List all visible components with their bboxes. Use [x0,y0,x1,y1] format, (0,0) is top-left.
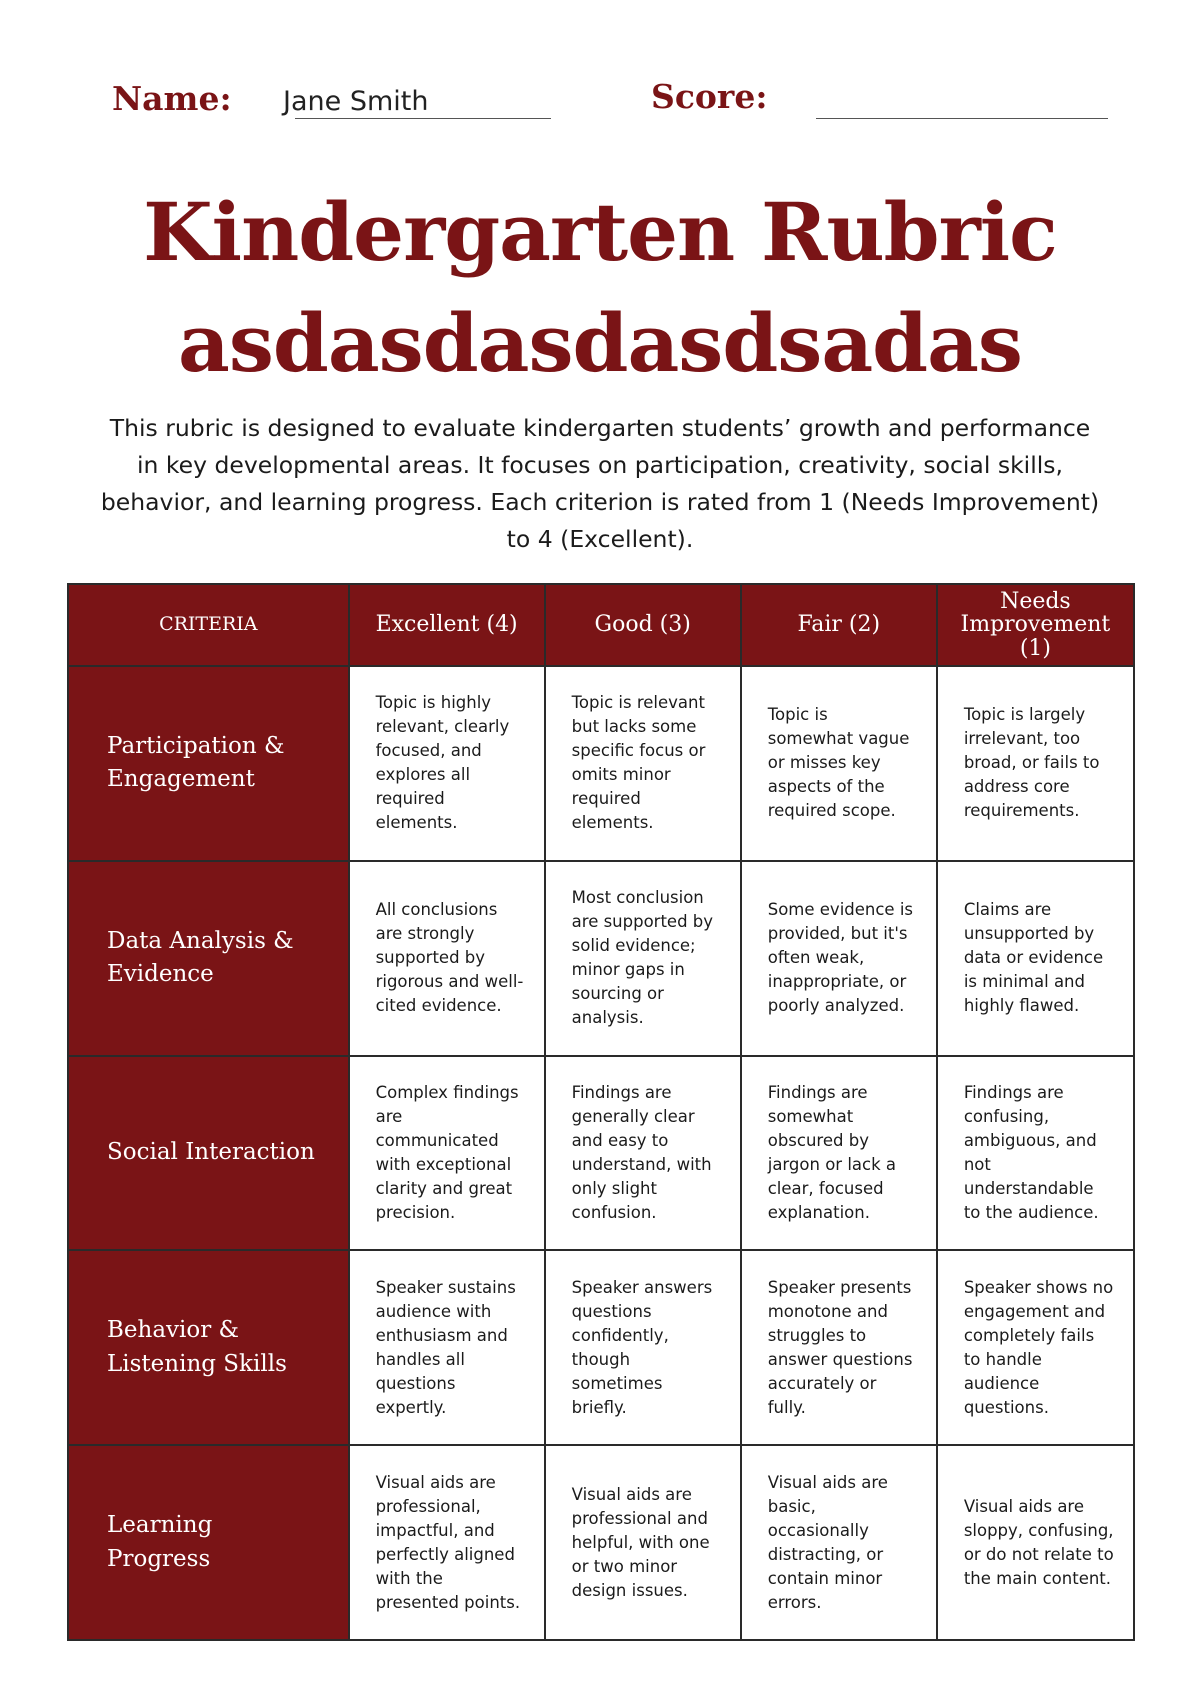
rubric-table [67,583,1135,1641]
table-row [68,861,1134,1056]
description: This rubric is designed to evaluate kindergarten students’ growth and performance in key developmental areas. It focuses on participation, creativity, social skills, behavior, and learning progress. Each criterion is rated from 1 (Needs Improvement) to 4 (Excellent). [100,414,1100,553]
header-excellent: Excellent (4) [349,584,545,666]
rubric-cell: Claims are unsupported by data or evidence is minimal and highly flawed. [937,861,1134,1056]
criteria-data-analysis: Data Analysis & Evidence [68,861,349,1056]
rubric-cell: Visual aids are professional, impactful, and perfectly aligned with the presented points. [349,1445,545,1640]
rubric-cell: Topic is somewhat vague or misses key aspects of the required scope. [741,666,937,861]
rubric-cell: Findings are generally clear and easy to understand, with only slight confusion. [545,1056,741,1251]
rubric-cell: Speaker answers questions confidently, though sometimes briefly. [545,1250,741,1445]
name-value[interactable]: Jane Smith [283,86,429,117]
rubric-cell: Visual aids are sloppy, confusing, or do not relate to the main content. [937,1445,1134,1640]
rubric-cell: Speaker shows no engagement and completely fails to handle audience questions. [937,1250,1134,1445]
header-good: Good (3) [545,584,741,666]
rubric-cell: Some evidence is provided, but it's often weak, inappropriate, or poorly analyzed. [741,861,937,1056]
table-header-row [68,584,1134,666]
header-fair: Fair (2) [741,584,937,666]
table-row [68,1250,1134,1445]
header-criteria: CRITERIA [68,584,349,666]
criteria-behavior-listening: Behavior & Listening Skills [68,1250,349,1445]
score-label: Score: [651,77,768,116]
criteria-participation: Participation & Engagement [68,666,349,861]
score-underline[interactable] [816,118,1108,119]
page-title-line-2: asdasdasdasdsadas [178,296,1022,390]
table-row [68,666,1134,861]
rubric-cell: Complex findings are communicated with exceptional clarity and great precision. [349,1056,545,1251]
rubric-cell: Speaker sustains audience with enthusiasm and handles all questions expertly. [349,1250,545,1445]
name-label: Name: [112,79,232,118]
rubric-cell: All conclusions are strongly supported by rigorous and well-cited evidence. [349,861,545,1056]
rubric-cell: Visual aids are basic, occasionally distracting, or contain minor errors. [741,1445,937,1640]
name-underline [295,118,551,119]
header-needs-improvement: Needs Improvement (1) [937,584,1134,666]
table-row [68,1056,1134,1251]
rubric-cell: Topic is relevant but lacks some specific focus or omits minor required elements. [545,666,741,861]
rubric-cell: Findings are somewhat obscured by jargon or lack a clear, focused explanation. [741,1056,937,1251]
page-title-line-1: Kindergarten Rubric [143,185,1057,279]
rubric-cell: Topic is largely irrelevant, too broad, or fails to address core requirements. [937,666,1134,861]
rubric-cell: Speaker presents monotone and struggles to answer questions accurately or fully. [741,1250,937,1445]
rubric-cell: Visual aids are professional and helpful, with one or two minor design issues. [545,1445,741,1640]
criteria-social-interaction: Social Interaction [68,1056,349,1251]
table-row [68,1445,1134,1640]
rubric-cell: Most conclusion are supported by solid evidence; minor gaps in sourcing or analysis. [545,861,741,1056]
criteria-learning-progress: Learning Progress [68,1445,349,1640]
rubric-cell: Topic is highly relevant, clearly focused, and explores all required elements. [349,666,545,861]
rubric-cell: Findings are confusing, ambiguous, and not understandable to the audience. [937,1056,1134,1251]
